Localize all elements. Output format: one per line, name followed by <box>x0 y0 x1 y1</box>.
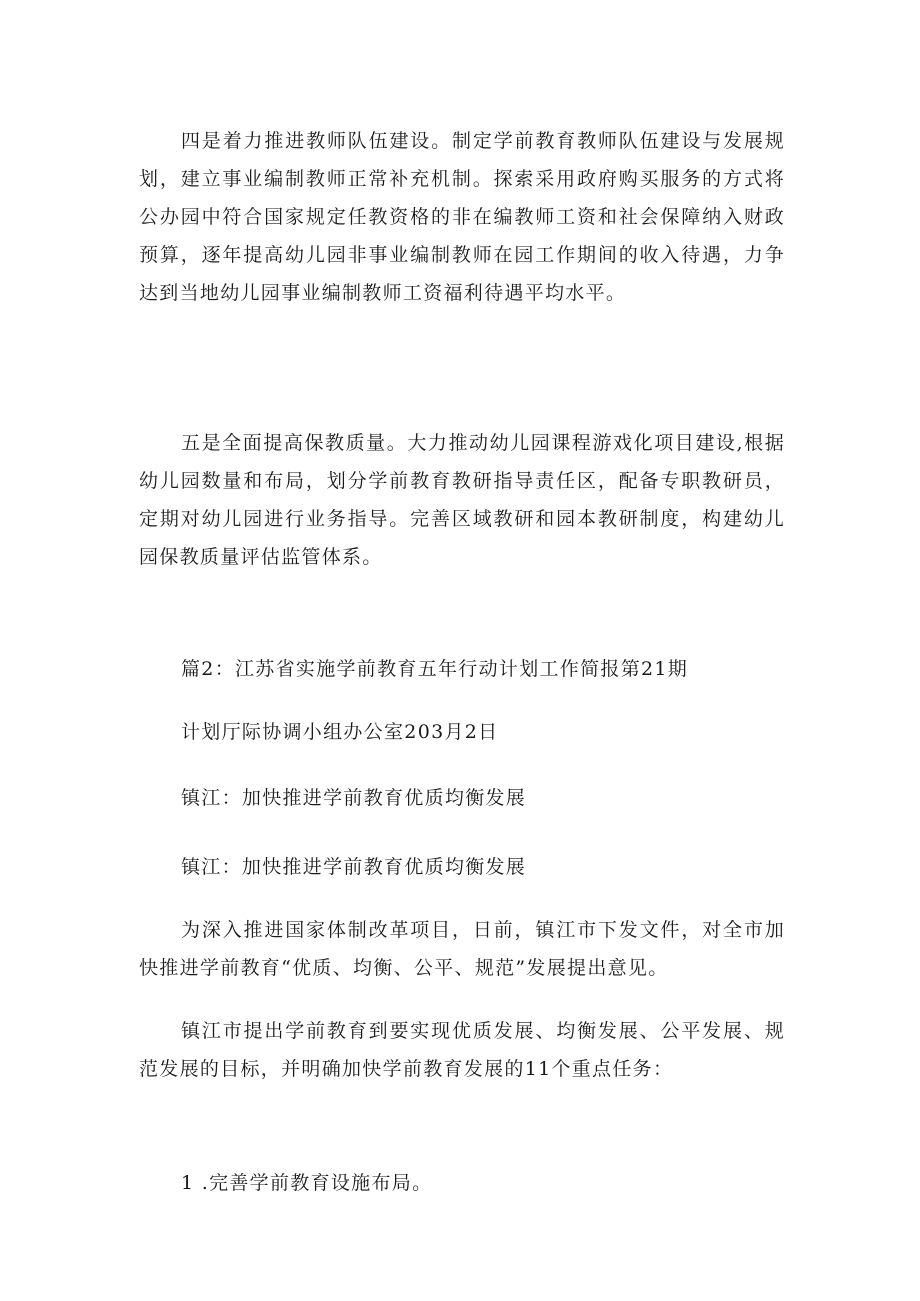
issuer-date-line: 计划厅际协调小组办公室203月2日 <box>181 721 499 743</box>
paragraph-intro: 为深入推进国家体制改革项目，日前，镇江市下发文件，对全市加快推进学前教育“优质、均衡、公平、规范”发展提出意见。 <box>139 919 785 979</box>
section-heading-repeat: 镇江：加快推进学前教育优质均衡发展 <box>181 856 527 878</box>
article-title: 篇2：江苏省实施学前教育五年行动计划工作简报第21期 <box>181 658 689 680</box>
list-item-1: 1 .完善学前教育设施布局。 <box>181 1172 433 1194</box>
paragraph-teacher-team: 四是着力推进教师队伍建设。制定学前教育教师队伍建设与发展规划，建立事业编制教师正常补充机制。探索采用政府购买服务的方式将公办园中符合国家规定任教资格的非在编教师工资和社会保障纳入财政预算，逐年提高幼儿园非事业编制教师在园工作期间的收入待遇，力争达到当地幼儿园事业编制教师工资福利待遇平均水平。 <box>139 130 785 304</box>
paragraph-education-quality: 五是全面提高保教质量。大力推动幼儿园课程游戏化项目建设,根据幼儿园数量和布局，划分学前教育教研指导责任区，配备专职教研员，定期对幼儿园进行业务指导。完善区域教研和园本教研制度，构建幼儿园保教质量评估监管体系。 <box>139 432 785 568</box>
section-heading: 镇江：加快推进学前教育优质均衡发展 <box>181 787 527 809</box>
paragraph-goals: 镇江市提出学前教育到要实现优质发展、均衡发展、公平发展、规范发展的目标，并明确加快学前教育发展的11个重点任务： <box>139 1020 785 1080</box>
